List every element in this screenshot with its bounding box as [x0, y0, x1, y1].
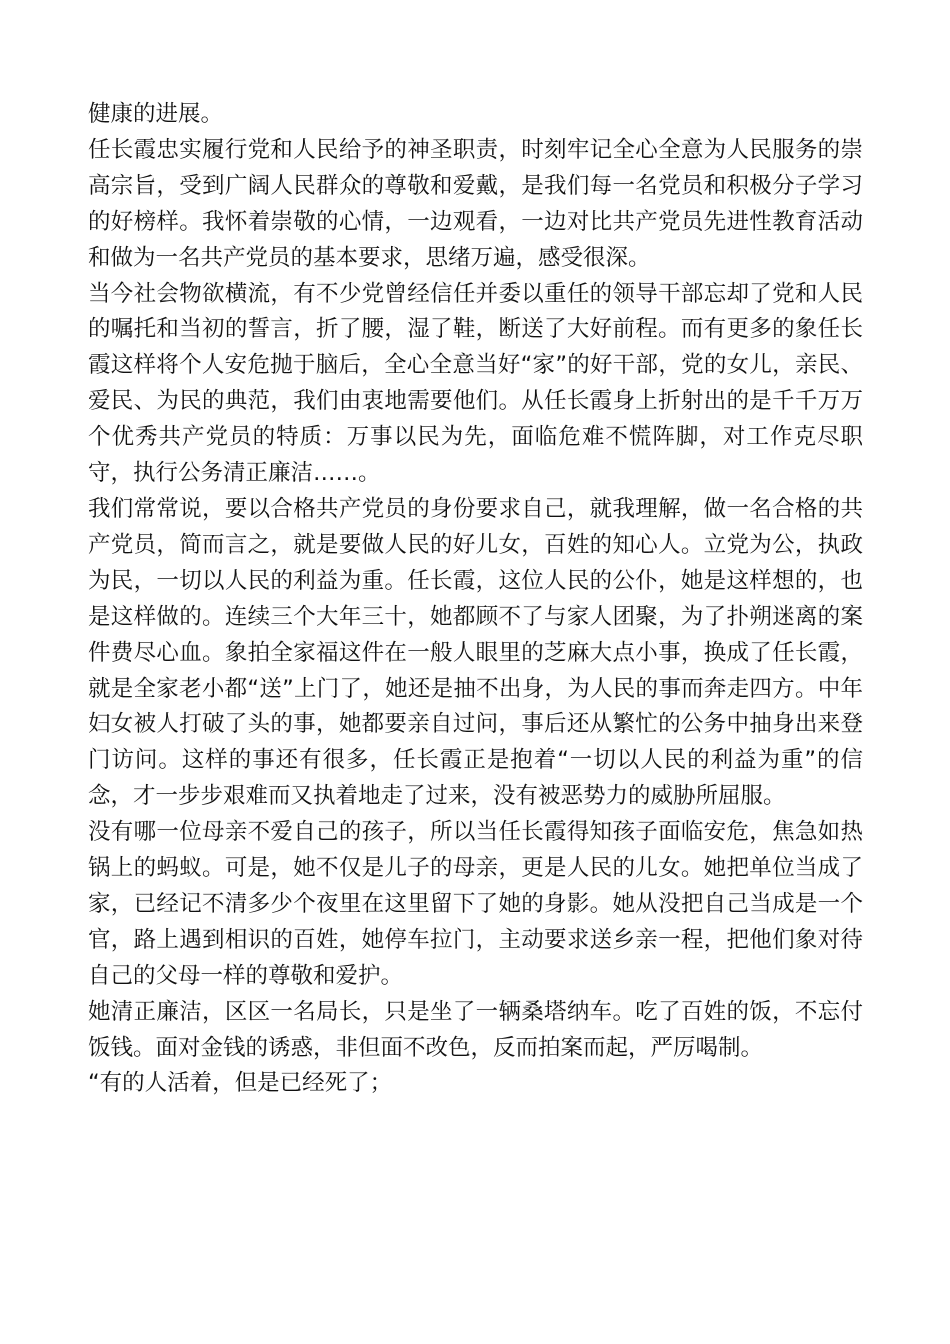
paragraph-6: 她清正廉洁，区区一名局长，只是坐了一辆桑塔纳车。吃了百姓的饭，不忘付饭钱。面对金钱的诱惑，非但面不改色，反而拍案而起，严厉喝制。	[88, 998, 863, 1061]
paragraph-7: “有的人活着，但是已经死了；	[88, 1070, 393, 1097]
paragraph-1: 健康的进展。	[88, 101, 224, 127]
paragraph-2: 任长霞忠实履行党和人民给予的神圣职责，时刻牢记全心全意为人民服务的崇高宗旨，受到广阔人民群众的尊敬和爱戴，是我们每一名党员和积极分子学习的好榜样。我怀着崇敬的心情，一边观看，一边对比共产党员先进性教育活动和做为一名共产党员的基本要求，思绪万遍，感受很深。	[88, 136, 863, 271]
paragraph-5: 没有哪一位母亲不爱自己的孩子，所以当任长霞得知孩子面临安危，焦急如热锅上的蚂蚁。可是，她不仅是儿子的母亲，更是人民的儿女。她把单位当成了家，已经记不清多少个夜里在这里留下了她的身影。她从没把自己当成是一个官，路上遇到相识的百姓，她停车拉门，主动要求送乡亲一程，把他们象对待自己的父母一样的尊敬和爱护。	[88, 819, 863, 989]
paragraph-4: 我们常常说，要以合格共产党员的身份要求自己，就我理解，做一名合格的共产党员，简而言之，就是要做人民的好儿女，百姓的知心人。立党为公，执政为民，一切以人民的利益为重。任长霞，这位人民的公仆，她是这样想的，也是这样做的。连续三个大年三十，她都顾不了与家人团聚，为了扑朔迷离的案件费尽心血。象拍全家福这件在一般人眼里的芝麻大点小事，换成了任长霞，就是全家老小都“送”上门了，她还是抽不出身，为人民的事而奔走四方。中年妇女被人打破了头的事，她都要亲自过问，事后还从繁忙的公务中抽身出来登门访问。这样的事还有很多，任长霞正是抱着“一切以人民的利益为重”的信念，才一步步艰难而又执着地走了过来，没有被恶势力的威胁所屈服。	[88, 495, 863, 810]
document-body	[88, 97, 863, 1102]
paragraph-3: 当今社会物欲横流，有不少党曾经信任并委以重任的领导干部忘却了党和人民的嘱托和当初的誓言，折了腰，湿了鞋，断送了大好前程。而有更多的象任长霞这样将个人安危抛于脑后，全心全意当好“家”的好干部，党的女儿，亲民、爱民、为民的典范，我们由衷地需要他们。从任长霞身上折射出的是千千万万个优秀共产党员的特质：万事以民为先，面临危难不慌阵脚，对工作克尽职守，执行公务清正廉洁……。	[88, 280, 863, 487]
